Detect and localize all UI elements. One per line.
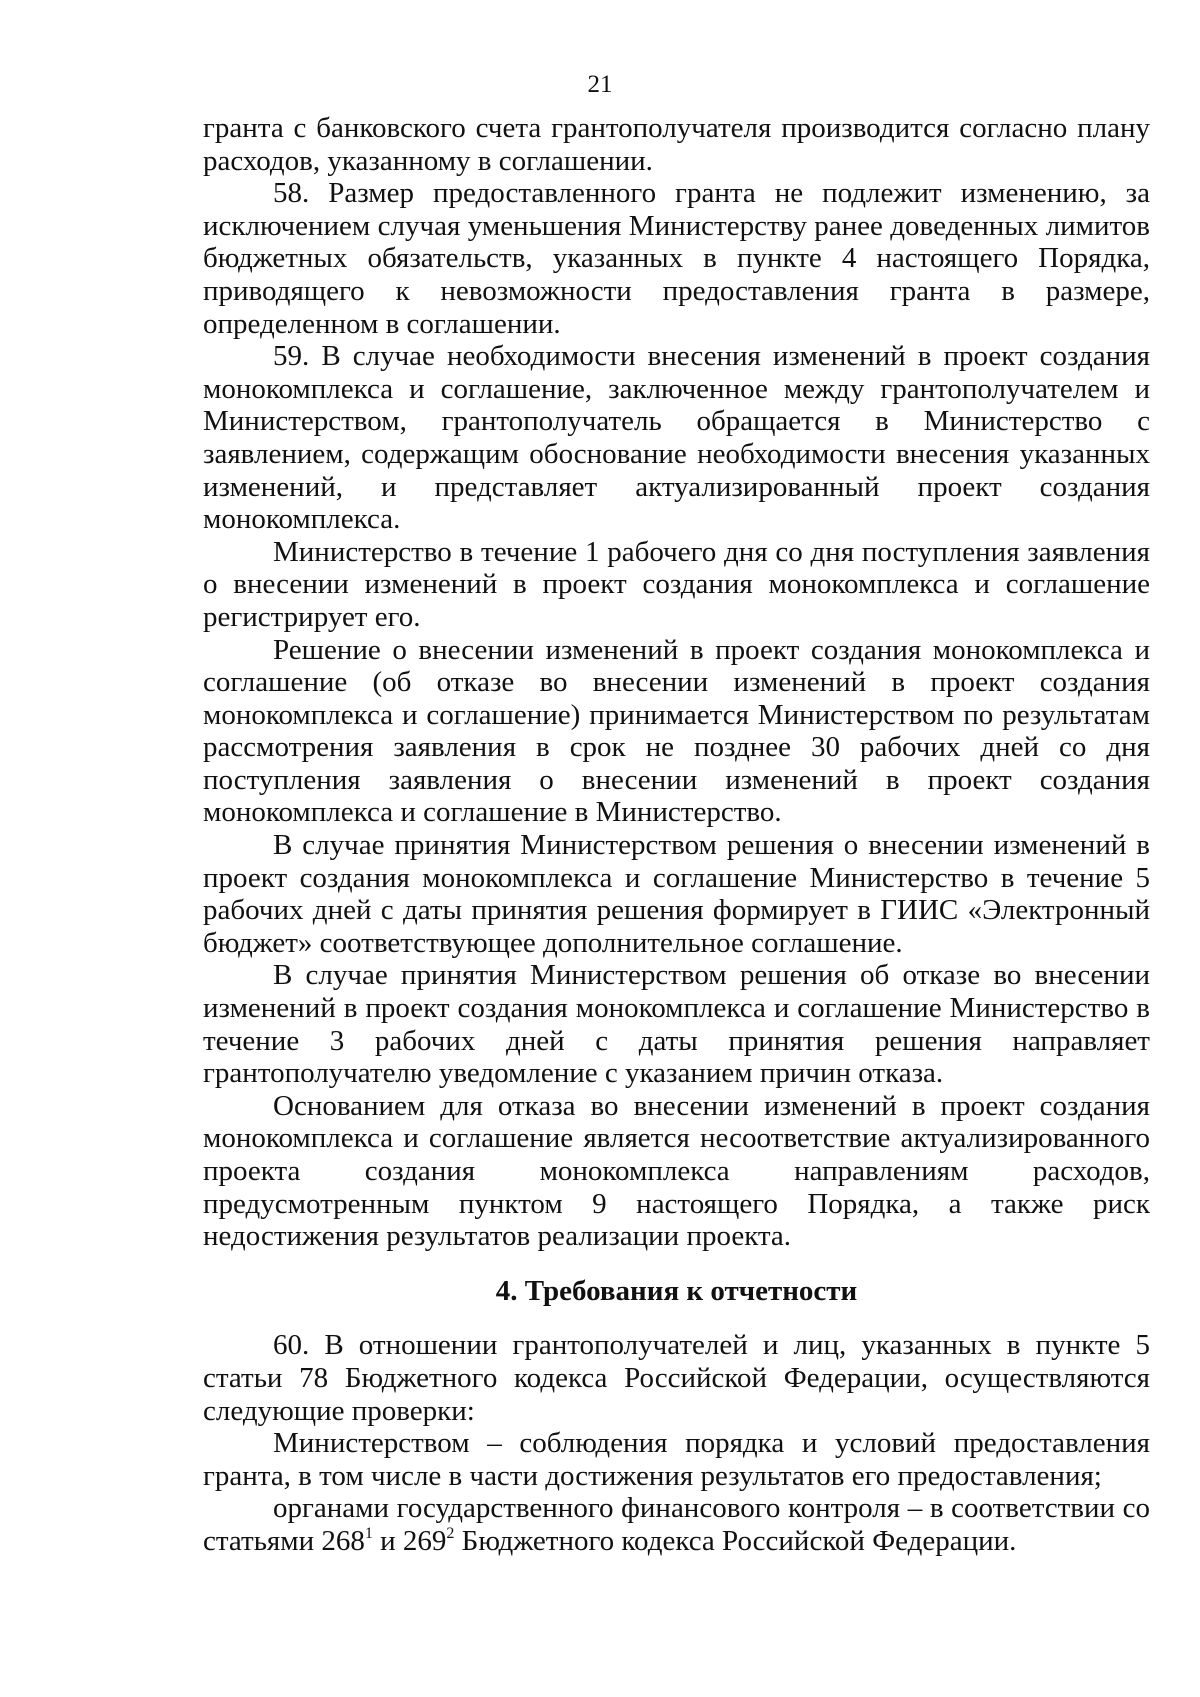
- financial-control-text-2: и 269: [372, 1524, 447, 1557]
- paragraph-refusal: В случае принятия Министерством решения об отказе во внесении изменений в проект создания монокомплекса и соглашение Министерство в течение 3 рабочих дней с даты принятия решения направляет грантополучателю уведомление с указанием причин отказа.: [203, 959, 1150, 1090]
- page-number: 21: [587, 71, 613, 98]
- section-heading: 4. Требования к отчетности: [495, 1274, 858, 1307]
- paragraph-decision: Решение о внесении изменений в проект создания монокомплекса и соглашение (об отказе во внесении изменений в проект создания монокомплекса и соглашение) принимается Министерством по результатам рассмотрения заявления в срок не позднее 30 рабочих дней со дня поступления заявления о внесении изменений в проект создания монокомплекса и соглашение в Министерство.: [203, 633, 1150, 829]
- paragraph-financial-control: [203, 1492, 1150, 1557]
- paragraph-approval: В случае принятия Министерством решения о внесении изменений в проект создания монокомплекса и соглашение Министерство в течение 5 рабочих дней с даты принятия решения формирует в ГИИС «Электронный бюджет» соответствующее дополнительное соглашение.: [203, 829, 1150, 959]
- superscript-2: 2: [446, 1524, 455, 1542]
- financial-control-text-1: органами государственного финансового контроля – в соответствии со статьями 268: [203, 1492, 1150, 1557]
- paragraph-60: 60. В отношении грантополучателей и лиц, указанных в пункте 5 статьи 78 Бюджетного кодекса Российской Федерации, осуществляются следующие проверки:: [203, 1329, 1150, 1427]
- paragraph-ministry-checks: Министерством – соблюдения порядка и условий предоставления гранта, в том числе в части достижения результатов его предоставления;: [203, 1427, 1150, 1492]
- document-body: [203, 112, 1150, 1558]
- financial-control-text-3: Бюджетного кодекса Российской Федерации.: [454, 1524, 1017, 1557]
- paragraph-59: 59. В случае необходимости внесения изменений в проект создания монокомплекса и соглашение, заключенное между грантополучателем и Министерством, грантополучатель обращается в Министерство с заявлением, содержащим обоснование необходимости внесения указанных изменений, и представляет актуализированный проект создания монокомплекса.: [203, 340, 1150, 536]
- paragraph-continuation: гранта с банковского счета грантополучателя производится согласно плану расходов, указанному в соглашении.: [203, 112, 1150, 177]
- paragraph-58: 58. Размер предоставленного гранта не подлежит изменению, за исключением случая уменьшения Министерству ранее доведенных лимитов бюджетных обязательств, указанных в пункте 4 настоящего Порядка, приводящего к невозможности предоставления гранта в размере, определенном в соглашении.: [203, 177, 1150, 340]
- paragraph-registration: Министерство в течение 1 рабочего дня со дня поступления заявления о внесении изменений в проект создания монокомплекса и соглашение регистрирует его.: [203, 535, 1150, 633]
- superscript-1: 1: [364, 1524, 373, 1542]
- paragraph-refusal-grounds: Основанием для отказа во внесении изменений в проект создания монокомплекса и соглашение является несоответствие актуализированного проекта создания монокомплекса направлениям расходов, предусмотренным пунктом 9 настоящего Порядка, а также риск недостижения результатов реализации проекта.: [203, 1089, 1150, 1253]
